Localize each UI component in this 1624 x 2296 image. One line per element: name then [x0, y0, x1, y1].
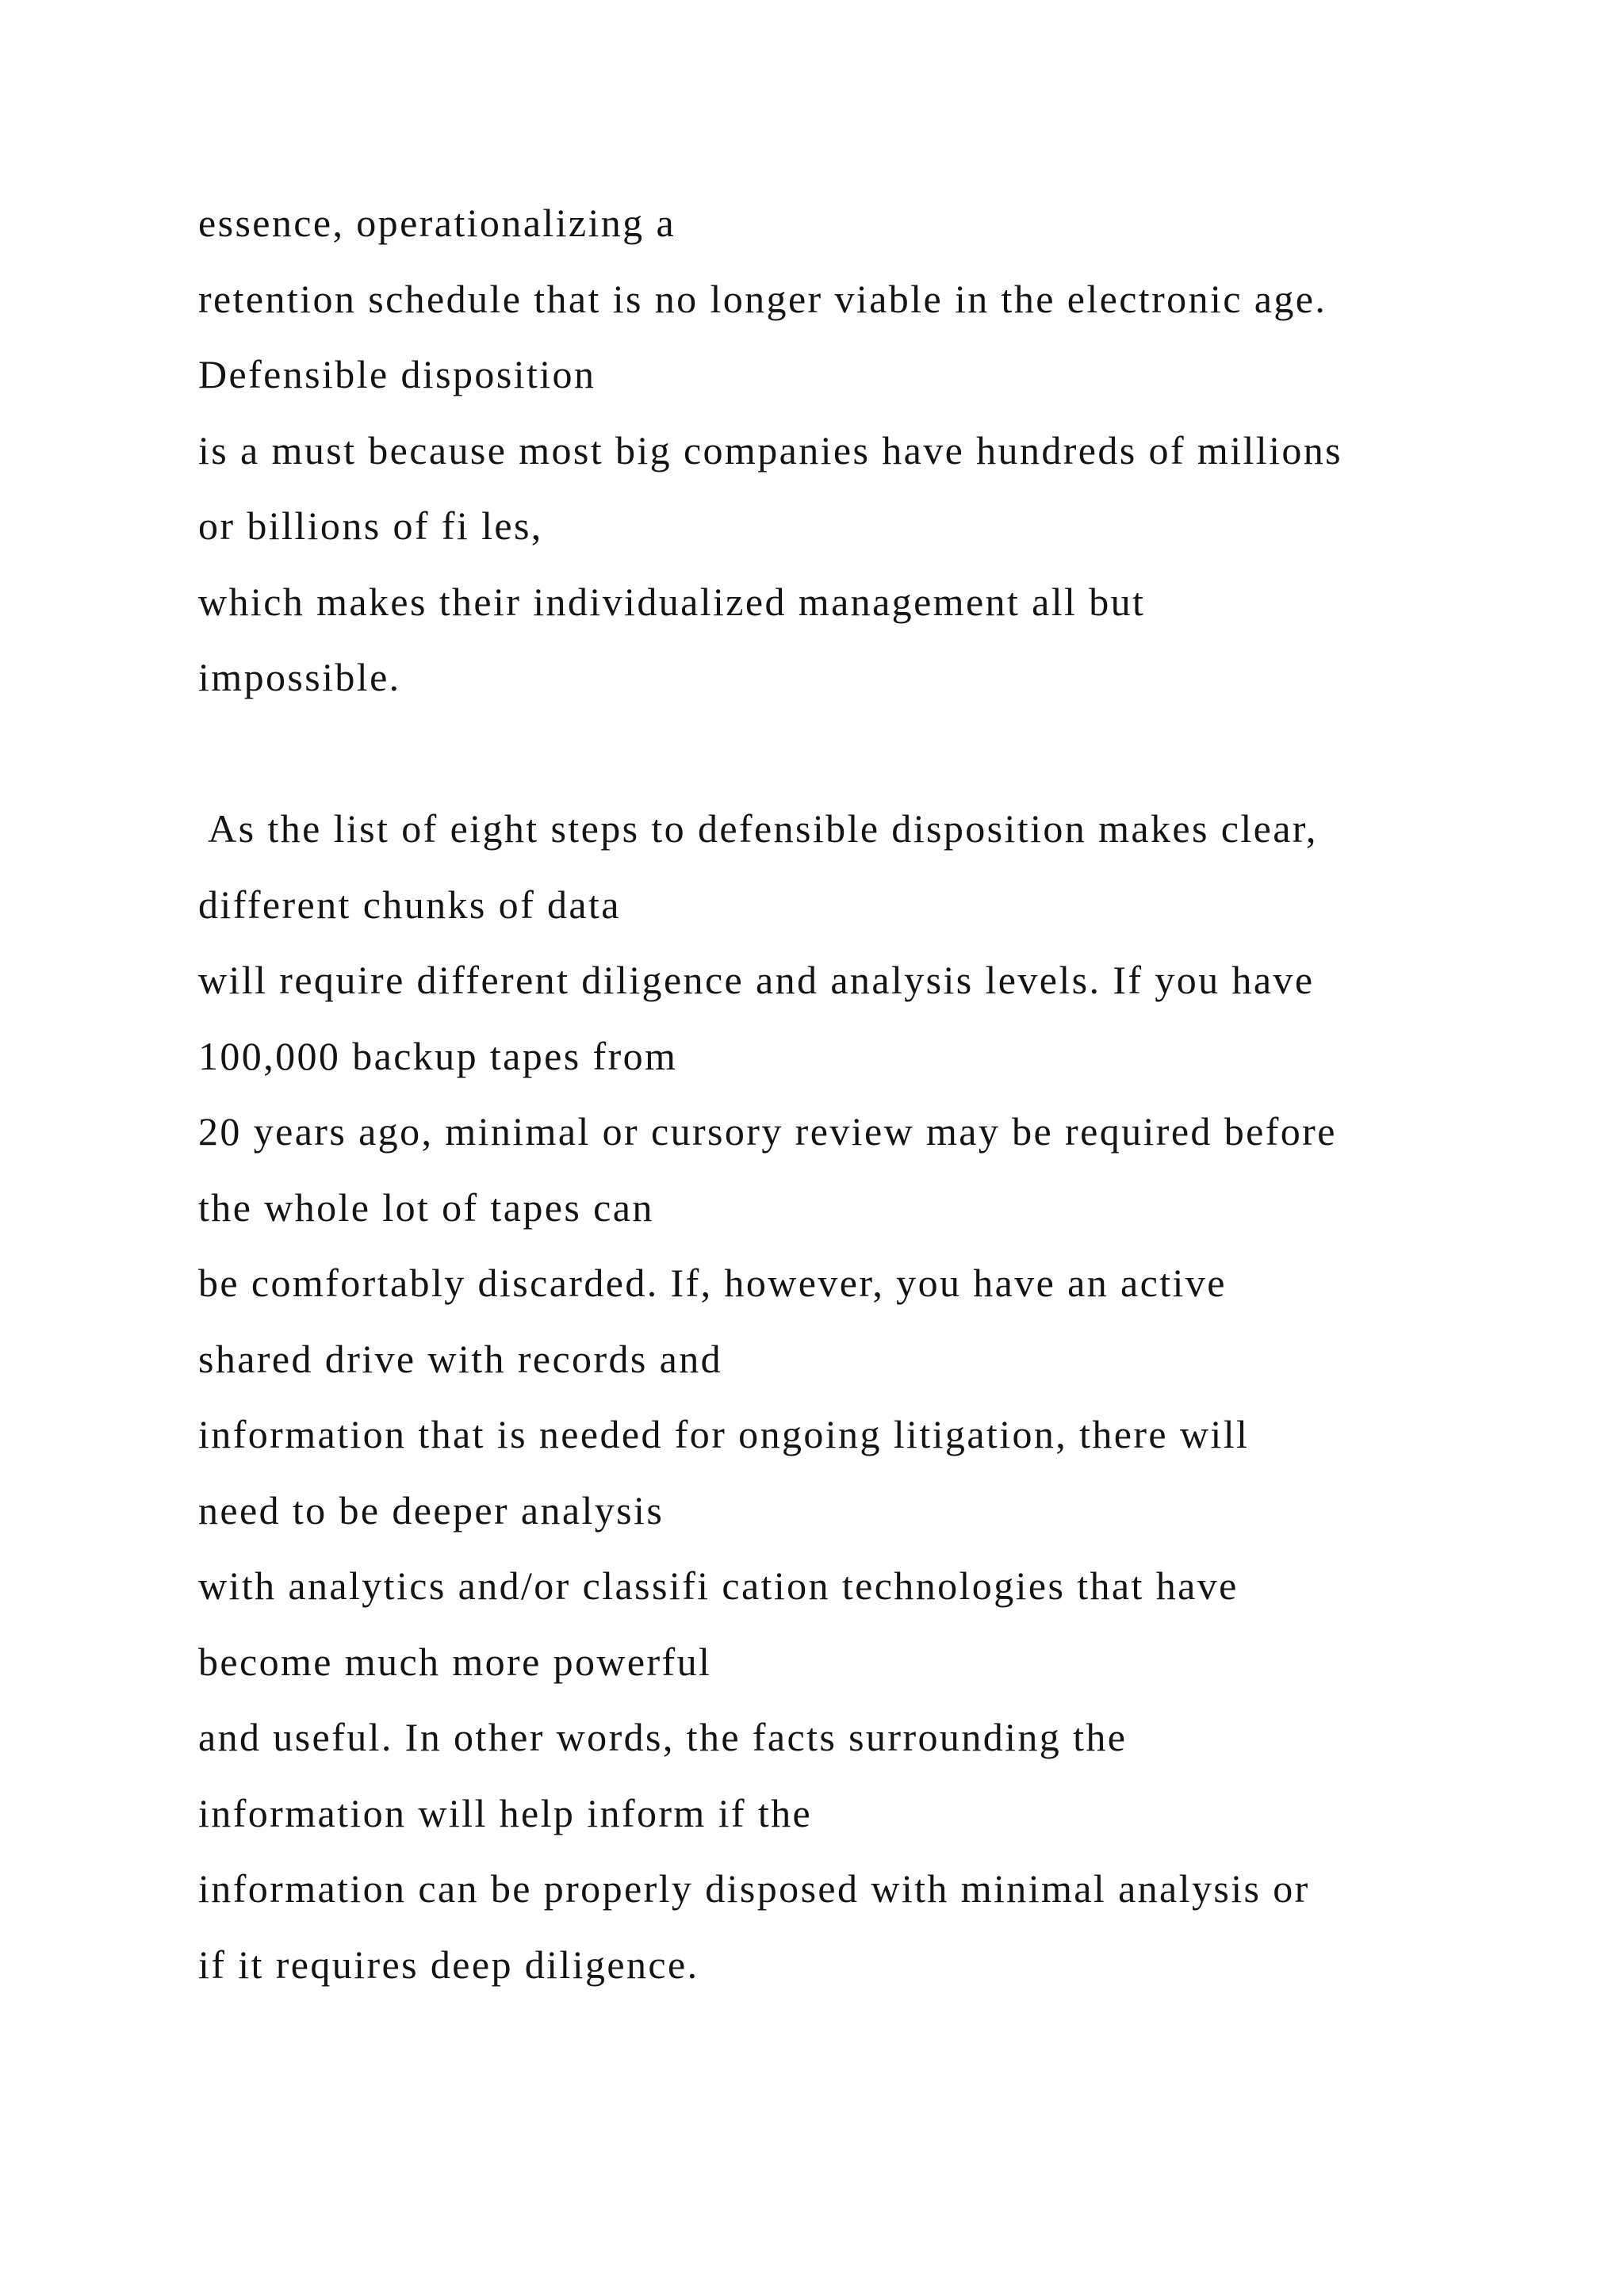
text-line: impossible. [198, 655, 401, 699]
text-line: shared drive with records and [198, 1336, 723, 1381]
text-line: the whole lot of tapes can [198, 1184, 654, 1230]
text-line: and useful. In other words, the facts surrounding the [198, 1715, 1128, 1759]
paragraph-2 [198, 791, 1546, 2003]
text-line: or billions of fi les, [198, 503, 543, 548]
text-line: be comfortably discarded. If, however, you have an active [198, 1261, 1227, 1305]
text-line: retention schedule that is no longer viable in the electronic age. [198, 276, 1327, 321]
text-line: 100,000 backup tapes from [198, 1033, 678, 1078]
text-line: information can be properly disposed with minimal analysis or [198, 1866, 1310, 1911]
text-line: information that is needed for ongoing litigation, there will [198, 1412, 1250, 1456]
text-line: As the list of eight steps to defensible disposition makes clear, [198, 806, 1318, 851]
text-line: essence, operationalizing a [198, 201, 676, 245]
paragraph-gap [198, 716, 1546, 792]
text-line: if it requires deep diligence. [198, 1942, 699, 1987]
paragraph-1 [198, 186, 1546, 716]
text-line: is a must because most big companies have hundreds of millions [198, 427, 1343, 473]
text-line: Defensible disposition [198, 352, 596, 396]
text-line: need to be deeper analysis [198, 1487, 665, 1533]
text-line: different chunks of data [198, 882, 621, 927]
text-line: which makes their individualized management all but [198, 579, 1146, 624]
text-line: will require different diligence and analysis levels. If you have [198, 958, 1315, 1002]
body-text [198, 186, 1546, 2003]
text-line: 20 years ago, minimal or cursory review may be required before [198, 1109, 1337, 1154]
text-line: information will help inform if the [198, 1790, 813, 1835]
text-line: become much more powerful [198, 1639, 712, 1684]
text-line: with analytics and/or classifi cation technologies that have [198, 1563, 1239, 1608]
